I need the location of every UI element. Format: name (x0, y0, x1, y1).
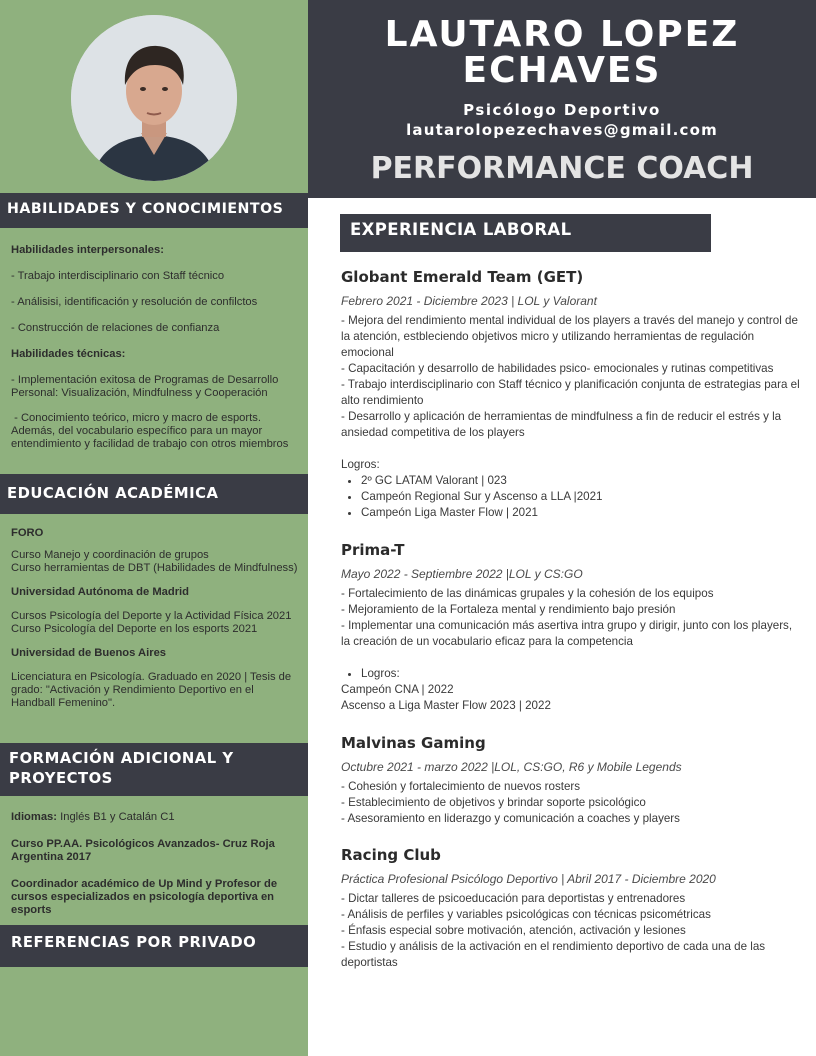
job-period: Práctica Profesional Psicólogo Deportivo | Abril 2017 - Diciembre 2020 (341, 872, 716, 886)
languages-line (11, 811, 301, 824)
job-company: Prima-T (341, 541, 405, 559)
education-institution: Universidad de Buenos Aires (11, 647, 167, 659)
job-period: Febrero 2021 - Diciembre 2023 | LOL y Valorant (341, 294, 597, 308)
job-role: Psicólogo Deportivo (463, 101, 661, 119)
job-line: - Desarrollo y aplicación de herramientas de mindfulness a fin de reducir el estrés y la ansiedad competitiva de los players (341, 410, 782, 439)
achievement-item: Ascenso a Liga Master Flow 2023 | 2022 (341, 699, 551, 712)
education-line: Curso Psicología del Deporte en los esports 2021 (11, 623, 258, 635)
skill-item: - Implementación exitosa de Programas de Desarrollo Personal: Visualización, Mindfulness y Cooperación (11, 374, 279, 399)
additional-content (11, 811, 301, 917)
job-line: - Establecimiento de objetivos y brindar soporte psicológico (341, 796, 646, 809)
achievements-label: Logros: (341, 458, 380, 471)
job-entry (341, 541, 801, 714)
education-content (11, 527, 301, 710)
languages-value: Inglés B1 y Catalán C1 (57, 811, 175, 823)
education-line: Cursos Psicología del Deporte y la Actividad Física 2021 (11, 610, 292, 622)
achievement-item: Campeón CNA | 2022 (341, 683, 454, 696)
job-line: - Capacitación y desarrollo de habilidades psico- emocionales y rutinas competitivas (341, 362, 774, 375)
interpersonal-heading: Habilidades interpersonales: (11, 244, 164, 256)
job-company: Globant Emerald Team (GET) (341, 268, 584, 286)
achievement-item: • Campeón Regional Sur y Ascenso a LLA |2021 (361, 489, 801, 505)
education-institution: Universidad Autónoma de Madrid (11, 586, 189, 598)
job-description (341, 586, 801, 714)
job-line: - Trabajo interdisciplinario con Staff técnico y planificación conjunta de estrategias para el alto rendimiento (341, 378, 800, 407)
skill-item: - Trabajo interdisciplinario con Staff técnico (11, 270, 225, 282)
job-line: - Asesoramiento en liderazgo y comunicación a coaches y players (341, 812, 680, 825)
additional-course: Curso PP.AA. Psicológicos Avanzados- Cruz Roja Argentina 2017 (11, 838, 275, 863)
job-entry (341, 734, 801, 827)
job-entry (341, 268, 801, 521)
additional-section-header (0, 743, 308, 796)
job-line: - Énfasis especial sobre motivación, atención, activación y lesiones (341, 924, 686, 937)
name-line2: ECHAVES (462, 50, 662, 91)
additional-title-line2: PROYECTOS (9, 770, 113, 787)
job-line: - Dictar talleres de psicoeducación para deportistas y entrenadores (341, 892, 686, 905)
job-description (341, 779, 801, 827)
achievements-list (361, 666, 801, 682)
achievement-item: • Campeón Liga Master Flow | 2021 (361, 505, 801, 521)
languages-label: Idiomas: (11, 811, 58, 823)
job-entry (341, 846, 801, 971)
skill-item: - Construcción de relaciones de confianza (11, 322, 220, 334)
portrait-image (71, 15, 237, 181)
skills-title: HABILIDADES Y CONOCIMIENTOS (7, 201, 284, 217)
full-name (308, 14, 816, 91)
job-description (341, 313, 801, 521)
profile-photo (71, 15, 237, 181)
headline: PERFORMANCE COACH (370, 151, 754, 186)
achievements-list (361, 473, 801, 521)
skill-item: - Conocimiento teórico, micro y macro de esports. Además, del vocabulario específico para un mayor entendimiento y facilidad de trabajo con otros miembros (11, 412, 289, 450)
achievement-item: • 2º GC LATAM Valorant | 023 (361, 473, 801, 489)
technical-heading: Habilidades técnicas: (11, 348, 126, 360)
job-period: Mayo 2022 - Septiembre 2022 |LOL y CS:GO (341, 567, 583, 581)
job-period: Octubre 2021 - marzo 2022 |LOL, CS:GO, R6 y Mobile Legends (341, 760, 682, 774)
references-section-header (0, 925, 308, 967)
references-title: REFERENCIAS POR PRIVADO (11, 934, 257, 951)
education-line: Curso herramientas de DBT (Habilidades de Mindfulness) (11, 562, 298, 574)
skill-item: - Análisisi, identificación y resolución de confilctos (11, 296, 258, 308)
email: lautarolopezechaves@gmail.com (406, 121, 718, 139)
education-institution: FORO (11, 527, 44, 539)
sidebar (0, 0, 308, 1056)
job-company: Racing Club (341, 846, 441, 864)
additional-coordinator: Coordinador académico de Up Mind y Profesor de cursos especializados en psicología deportiva en esports (11, 878, 278, 916)
header (308, 0, 816, 198)
achievements-label: • Logros: (361, 666, 801, 682)
name-line1: LAUTARO LOPEZ (384, 14, 740, 55)
job-line: - Fortalecimiento de las dinámicas grupales y la cohesión de los equipos (341, 587, 714, 600)
additional-title-line1: FORMACIÓN ADICIONAL Y (9, 750, 234, 767)
skills-section-header (0, 193, 308, 228)
job-line: - Implementar una comunicación más asertiva intra grupo y dirigir, junto con los players, la creación de un vocabulario eficaz para la competencia (341, 619, 793, 648)
education-title: EDUCACIÓN ACADÉMICA (7, 485, 219, 502)
job-line: - Cohesión y fortalecimiento de nuevos rosters (341, 780, 581, 793)
job-description (341, 891, 766, 971)
experience-title: EXPERIENCIA LABORAL (350, 220, 572, 239)
skills-content (11, 244, 301, 451)
education-section-header (0, 474, 308, 514)
job-line: - Mejoramiento de la Fortaleza mental y rendimiento bajo presión (341, 603, 676, 616)
experience-section-header (340, 214, 711, 252)
education-line: Licenciatura en Psicología. Graduado en 2020 | Tesis de grado: "Activación y Rendimiento Deportivo en el Handball Femenino". (11, 671, 292, 709)
job-line: - Análisis de perfiles y variables psicológicas con técnicas psicométricas (341, 908, 711, 921)
job-company: Malvinas Gaming (341, 734, 486, 752)
job-line: - Estudio y análisis de la activación en el rendimiento deportivo de cada una de las deportistas (341, 940, 766, 969)
job-line: - Mejora del rendimiento mental individual de los players a través del manejo y control de la atención, estbleciendo objetivos micro y utilizando herramientas de regulación emocional (341, 314, 798, 359)
education-line: Curso Manejo y coordinación de grupos (11, 549, 209, 561)
